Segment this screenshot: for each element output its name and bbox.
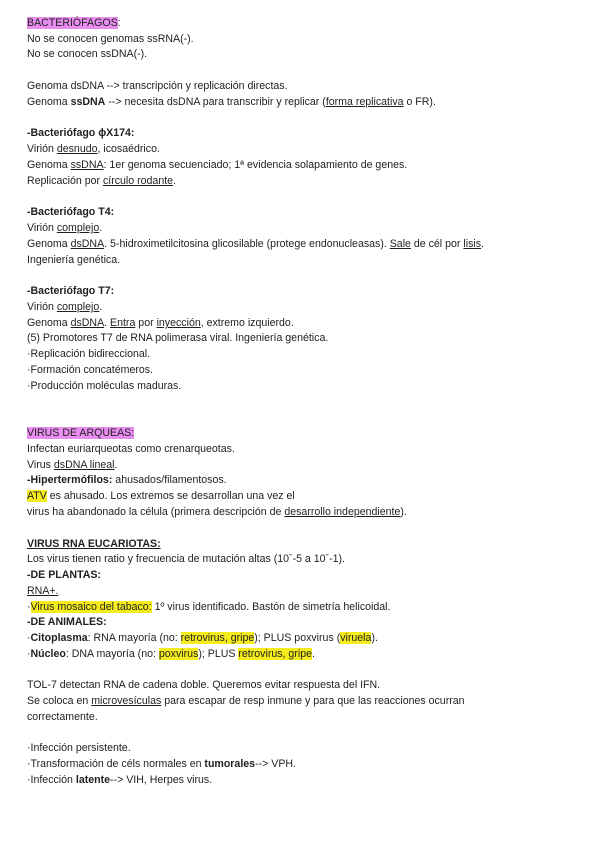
text-line: TOL-7 detectan RNA de cadena doble. Queremos evitar respuesta del IFN. [27, 679, 381, 691]
text-line: correctamente. [27, 711, 98, 723]
list-item: ·Formación concatémeros. [27, 364, 153, 376]
text-line: Virión desnudo, icosaédrico. [27, 143, 160, 155]
list-item: ·Citoplasma: RNA mayoría (no: retrovirus, gripe); PLUS poxvirus (viruela). [27, 632, 378, 644]
section-title-arqueas: VIRUS DE ARQUEAS: [27, 427, 135, 439]
section-title-eucariotas: VIRUS RNA EUCARIOTAS: [27, 538, 161, 550]
subheading-t7: -Bacteriófago T7: [27, 285, 115, 297]
list-item: ·Transformación de céls normales en tumorales--> VPH. [27, 758, 296, 770]
text-line: Genoma dsDNA --> transcripción y replicación directas. [27, 80, 288, 92]
text-line: Virión complejo. [27, 301, 103, 313]
text-line: (5) Promotores T7 de RNA polimerasa viral. Ingeniería genética. [27, 332, 329, 344]
text-line: Los virus tienen ratio y frecuencia de mutación altas (10ˉ-5 a 10ˉ-1). [27, 553, 345, 565]
text-line: Virus dsDNA lineal. [27, 459, 118, 471]
text-line: -Hipertermófilos: ahusados/filamentosos. [27, 474, 227, 486]
text-line: Genoma ssDNA: 1er genoma secuenciado; 1ª evidencia solapamiento de genes. [27, 159, 408, 171]
text-line: Genoma ssDNA --> necesita dsDNA para transcribir y replicar (forma replicativa o FR). [27, 96, 436, 108]
list-item: ·Producción moléculas maduras. [27, 380, 182, 392]
text-line: No se conocen genomas ssRNA(-). [27, 33, 194, 45]
section-title-bacteriofagos: BACTERIÓFAGOS: [27, 17, 121, 29]
text-line: Replicación por círculo rodante. [27, 175, 176, 187]
subheading-t4: -Bacteriófago T4: [27, 206, 115, 218]
list-item: ·Núcleo: DNA mayoría (no: poxvirus); PLUS retrovirus, gripe. [27, 648, 315, 660]
list-item: ·Virus mosaico del tabaco: 1º virus identificado. Bastón de simetría helicoidal. [27, 601, 391, 613]
list-item: ·Replicación bidireccional. [27, 348, 151, 360]
text-line: Genoma dsDNA. 5-hidroximetilcitosina glicosilable (protege endonucleasas). Sale de cél por lisis. [27, 238, 484, 250]
text-line: Virión complejo. [27, 222, 103, 234]
text-line: ATV es ahusado. Los extremos se desarrollan una vez el [27, 490, 295, 502]
text-line: No se conocen ssDNA(-). [27, 48, 148, 60]
list-item: ·Infección persistente. [27, 742, 131, 754]
subheading-phix174: -Bacteriófago ɸX174: [27, 127, 135, 139]
text-line: Infectan euriarqueotas como crenarqueotas. [27, 443, 235, 455]
list-item: ·Infección latente--> VIH, Herpes virus. [27, 774, 213, 786]
text-line: Genoma dsDNA. Entra por inyección, extremo izquierdo. [27, 317, 294, 329]
subheading-animales: -DE ANIMALES: [27, 616, 107, 628]
text-line: virus ha abandonado la célula (primera descripción de desarrollo independiente). [27, 506, 407, 518]
text-line: RNA+. [27, 585, 59, 597]
subheading-plantas: -DE PLANTAS: [27, 569, 101, 581]
text-line: Se coloca en microvesículas para escapar de resp inmune y para que las reacciones ocurran [27, 695, 465, 707]
text-line: Ingeniería genética. [27, 254, 121, 266]
